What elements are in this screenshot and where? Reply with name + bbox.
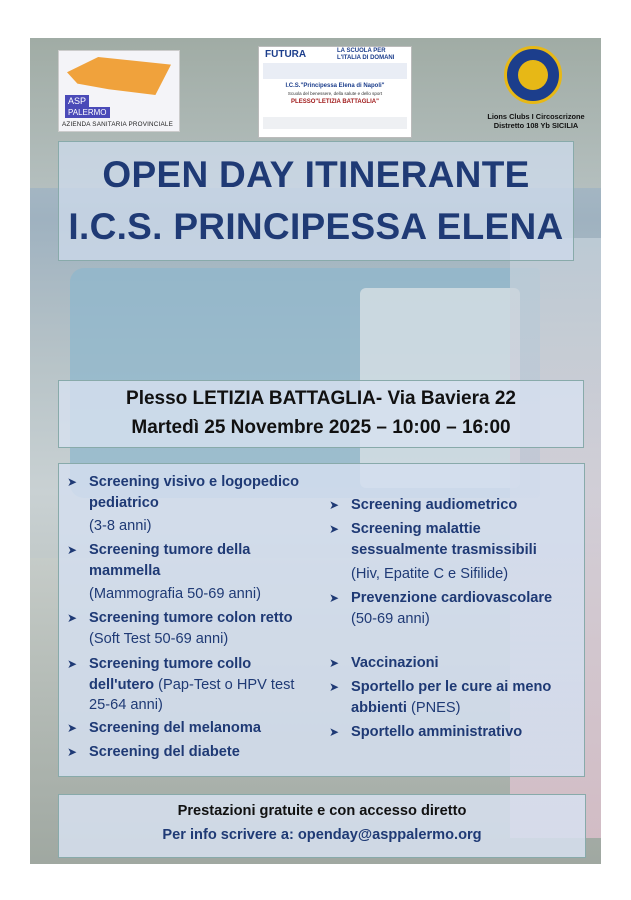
item-title: Screening audiometrico bbox=[351, 497, 518, 513]
arrow-icon: ➤ bbox=[67, 611, 78, 625]
arrow-icon: ➤ bbox=[329, 656, 340, 670]
arrow-icon: ➤ bbox=[67, 657, 78, 671]
location-box bbox=[58, 380, 584, 448]
item-note: (3-8 anni) bbox=[89, 518, 152, 534]
item-detail: (Pap-Test o HPV test 25-64 anni) bbox=[89, 676, 295, 713]
footer-contact[interactable]: Per info scrivere a: openday@asppalermo.org bbox=[162, 827, 482, 843]
asp-logo-line2: PALERMO bbox=[65, 107, 110, 118]
location-line: Plesso LETIZIA BATTAGLIA- Via Baviera 22 bbox=[126, 388, 516, 409]
item-title: Vaccinazioni bbox=[351, 655, 439, 671]
services-box bbox=[58, 463, 585, 777]
asp-logo-line3: AZIENDA SANITARIA PROVINCIALE bbox=[62, 121, 174, 128]
footer-box bbox=[58, 794, 586, 858]
item-title: Prevenzione cardiovascolare bbox=[351, 590, 553, 606]
arrow-icon: ➤ bbox=[329, 591, 340, 605]
futura-school: I.C.S."Principessa Elena di Napoli" bbox=[285, 83, 385, 89]
arrow-icon: ➤ bbox=[67, 745, 78, 759]
futura-plesso: PLESSO"LETIZIA BATTAGLIA" bbox=[291, 99, 379, 105]
futura-title: FUTURA bbox=[265, 49, 307, 60]
futura-subtitle: Scuola del benessere, della salute e dello sport bbox=[287, 91, 383, 96]
item-title: Screening malattie sessualmente trasmissibili bbox=[351, 521, 537, 558]
arrow-icon: ➤ bbox=[329, 498, 340, 512]
futura-eu-strip bbox=[263, 63, 407, 79]
lions-emblem-center-icon bbox=[518, 60, 548, 90]
lions-logo bbox=[487, 46, 585, 130]
poster bbox=[30, 38, 601, 864]
arrow-icon: ➤ bbox=[67, 543, 78, 557]
item-title: Screening tumore della mammella bbox=[89, 542, 251, 579]
item-note: (Hiv, Epatite C e Sifilide) bbox=[351, 566, 509, 582]
sicily-map-icon bbox=[67, 57, 171, 95]
futura-logo bbox=[258, 46, 412, 138]
item-detail: (PNES) bbox=[406, 699, 461, 716]
item-detail: (Soft Test 50-69 anni) bbox=[89, 630, 229, 647]
logo-row bbox=[58, 46, 598, 138]
arrow-icon: ➤ bbox=[329, 725, 340, 739]
title-line2: I.C.S. PRINCIPESSA ELENA bbox=[68, 206, 564, 247]
item-title: Screening visivo e logopedico pediatrico bbox=[89, 474, 300, 511]
item-title: Screening del diabete bbox=[89, 744, 240, 760]
footer-line1: Prestazioni gratuite e con accesso diretto bbox=[177, 803, 467, 819]
arrow-icon: ➤ bbox=[67, 475, 78, 489]
asp-palermo-logo bbox=[58, 50, 180, 132]
title-line1: OPEN DAY ITINERANTE bbox=[102, 154, 530, 195]
item-title: Screening tumore collo dell'utero bbox=[89, 656, 252, 693]
item-note: (Mammografia 50-69 anni) bbox=[89, 586, 261, 602]
futura-footer-strip bbox=[263, 117, 407, 129]
date-time-line: Martedì 25 Novembre 2025 – 10:00 – 16:00 bbox=[131, 417, 511, 438]
lions-text: Lions Clubs I Circoscrizone Distretto 108 Yb SICILIA bbox=[487, 112, 585, 130]
futura-tag: LA SCUOLA PER L'ITALIA DI DOMANI bbox=[337, 48, 395, 61]
item-detail: (50-69 anni) bbox=[351, 610, 430, 627]
item-title: Sportello amministrativo bbox=[351, 724, 523, 740]
arrow-icon: ➤ bbox=[329, 522, 340, 536]
title-box bbox=[58, 141, 574, 261]
item-title: Sportello per le cure ai meno abbienti bbox=[351, 679, 552, 716]
asp-logo-line1: ASP bbox=[65, 95, 89, 107]
arrow-icon: ➤ bbox=[329, 680, 340, 694]
item-title: Screening del melanoma bbox=[89, 720, 261, 736]
arrow-icon: ➤ bbox=[67, 721, 78, 735]
item-title: Screening tumore colon retto bbox=[89, 610, 293, 626]
